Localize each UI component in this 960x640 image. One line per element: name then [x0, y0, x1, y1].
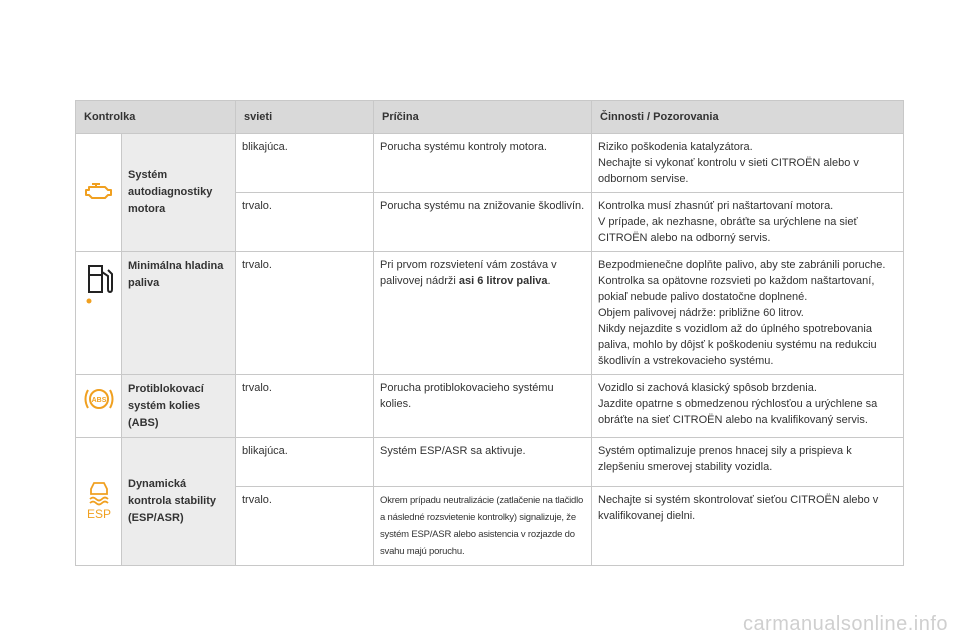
row-name: Dynamická kontrola stability (ESP/ASR) [122, 438, 236, 566]
header-cinnosti: Činnosti / Pozorovania [592, 101, 904, 134]
table-header-row [76, 101, 904, 134]
cause-cell: Porucha systému na znižovanie škodlivín. [374, 193, 592, 252]
table-row [76, 252, 904, 375]
icon-cell [76, 252, 122, 375]
action-cell: Bezpodmienečne doplňte palivo, aby ste zabránili poruche. Kontrolka sa opätovne rozsvieti po každom naštartovaní, pokiaľ nebude palivo dostatočne doplnené. Objem palivovej nádrže: približne 60 litrov. Nikdy nejazdite s vozidlom až do úplného spotrebovania paliva, mohlo by dôjsť k poškodeniu systému na redukciu škodlivín a vstrekovacieho systému. [592, 252, 904, 375]
action-cell: Kontrolka musí zhasnúť pri naštartovaní motora. V prípade, ak nezhasne, obráťte sa urýchlene na sieť CITROËN alebo na odborný servis. [592, 193, 904, 252]
state-cell: trvalo. [236, 252, 374, 375]
cause-cell: Porucha protiblokovacieho systému kolies. [374, 375, 592, 438]
esp-icon [82, 477, 116, 526]
engine-icon [83, 178, 115, 207]
state-cell: trvalo. [236, 375, 374, 438]
warning-lights-table [75, 100, 904, 566]
state-cell: blikajúca. [236, 438, 374, 487]
state-cell: trvalo. [236, 487, 374, 566]
row-name: Minimálna hladina paliva [122, 252, 236, 375]
cause-cell: Porucha systému kontroly motora. [374, 134, 592, 193]
watermark: carmanualsonline.info [742, 613, 948, 635]
action-cell: Vozidlo si zachová klasický spôsob brzdenia. Jazdite opatrne s obmedzenou rýchlosťou a urýchlene sa obráťte na sieť CITROËN alebo na kvalifikovaný servis. [592, 375, 904, 438]
table-row [76, 134, 904, 193]
state-cell: blikajúca. [236, 134, 374, 193]
svg-text:ABS: ABS [91, 397, 106, 404]
fuel-pump-icon [83, 262, 115, 311]
icon-cell [76, 438, 122, 566]
header-pricina: Príčina [374, 101, 592, 134]
row-name: Systém autodiagnostiky motora [122, 134, 236, 252]
cause-cell: Pri prvom rozsvietení vám zostáva v palivovej nádrži asi 6 litrov paliva. [374, 252, 592, 375]
esp-icon-label: ESP [86, 507, 111, 521]
action-cell: Nechajte si systém skontrolovať sieťou CITROËN alebo v kvalifikovanej dielni. [592, 487, 904, 566]
cause-text: Pri prvom rozsvietení vám zostáva v palivovej nádrži [380, 259, 557, 287]
cause-cell: Systém ESP/ASR sa aktivuje. [374, 438, 592, 487]
icon-cell [76, 375, 122, 438]
cause-cell: Okrem prípadu neutralizácie (zatlačenie na tlačidlo a následné rozsvietenie kontrolky) signalizuje, že systém ESP/ASR alebo asistencia v rozjazde do svahu majú poruchu. [374, 487, 592, 566]
icon-cell [76, 134, 122, 252]
header-svieti: svieti [236, 101, 374, 134]
action-cell: Systém optimalizuje prenos hnacej sily a prispieva k zlepšeniu smerovej stability vozidla. [592, 438, 904, 487]
action-cell: Riziko poškodenia katalyzátora. Nechajte si vykonať kontrolu v sieti CITROËN alebo v odbornom servise. [592, 134, 904, 193]
header-kontrolka: Kontrolka [76, 101, 236, 134]
table-row [76, 375, 904, 438]
abs-icon [82, 385, 116, 418]
table-row [76, 438, 904, 487]
cause-highlight: asi 6 litrov paliva [458, 275, 548, 287]
state-cell: trvalo. [236, 193, 374, 252]
row-name: Protiblokovací systém kolies (ABS) [122, 375, 236, 438]
